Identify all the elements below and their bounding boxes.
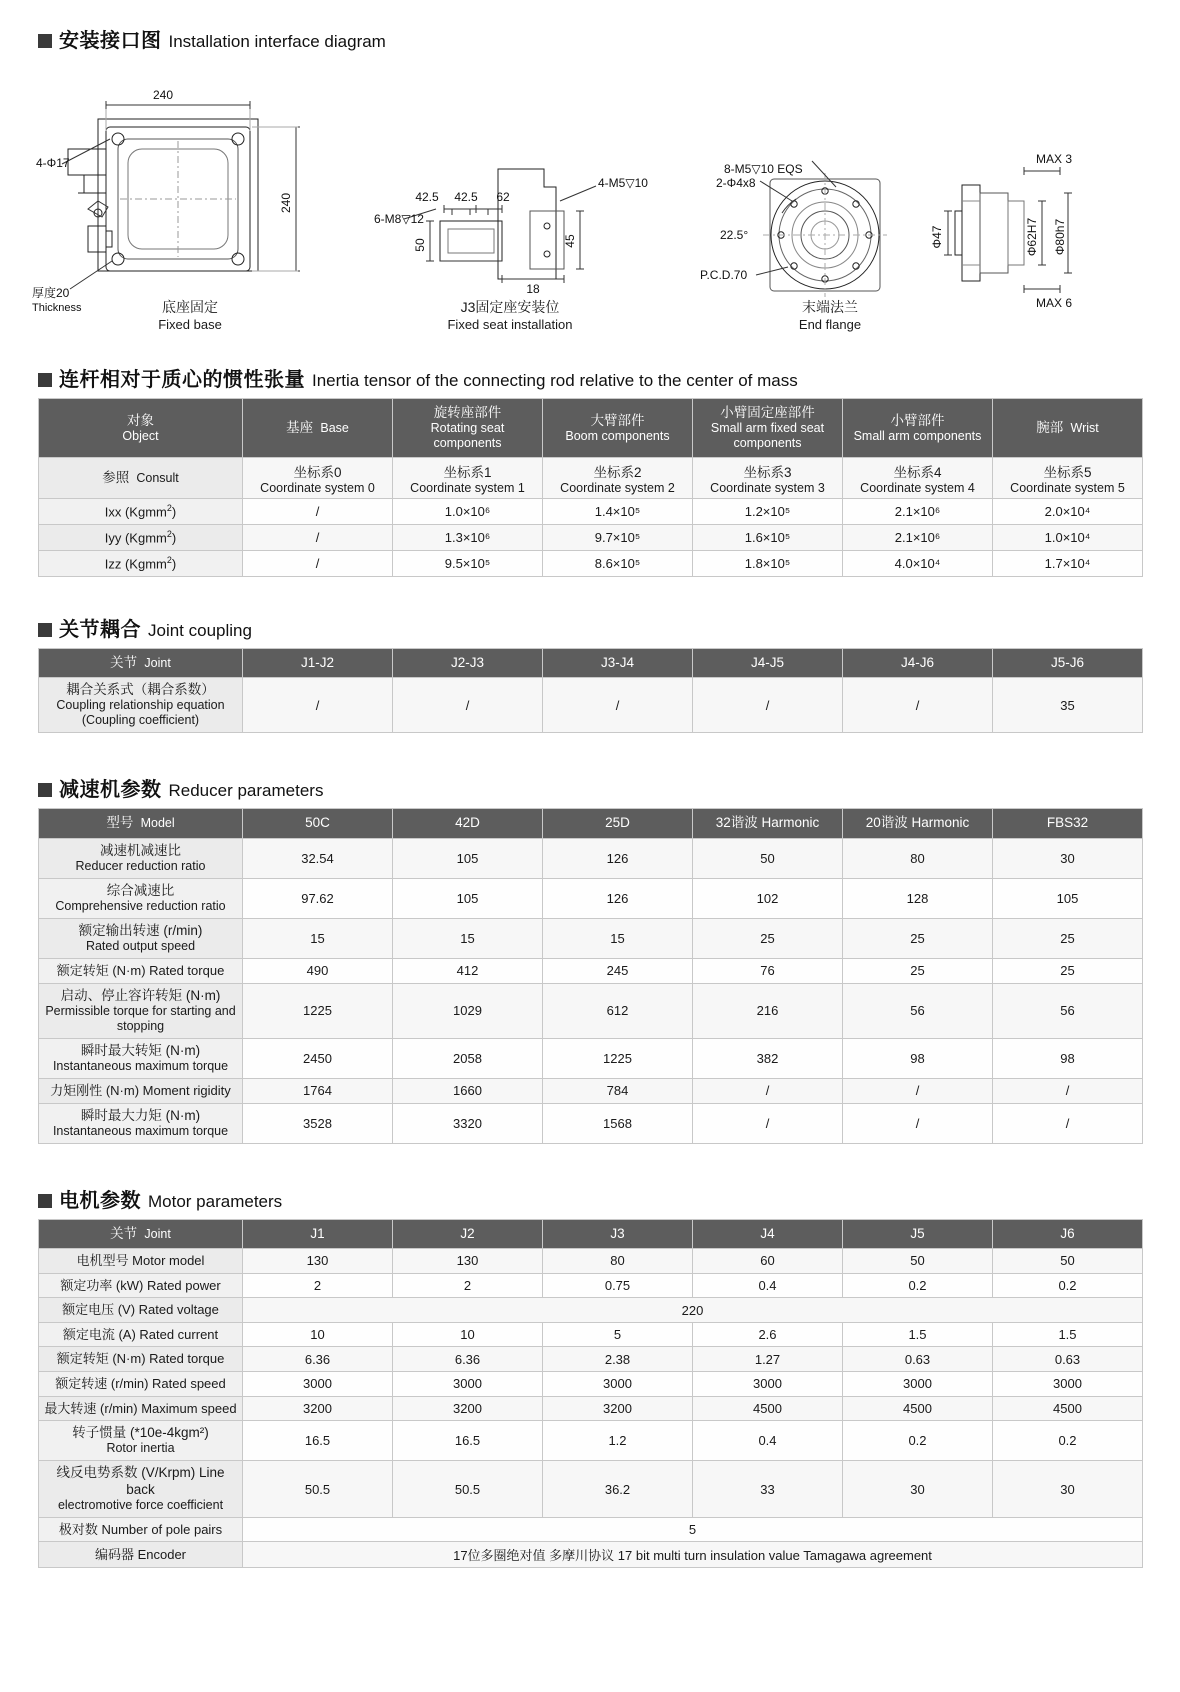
cell: 2450 (243, 1038, 393, 1078)
cell: 30 (993, 1461, 1143, 1517)
row-label: 力矩刚性 (N·m) Moment rigidity (39, 1079, 243, 1104)
row-label: 线反电势系数 (V/Krpm) Line back electromotive force coefficient (39, 1461, 243, 1517)
cell: 2.0×10⁴ (993, 499, 1143, 525)
col-j4: J4 (693, 1219, 843, 1248)
cell: 4500 (993, 1396, 1143, 1421)
cell: 0.2 (843, 1273, 993, 1298)
cell: 0.2 (993, 1273, 1143, 1298)
cell: 25 (693, 918, 843, 958)
col-joint: 关节 Joint (39, 1219, 243, 1248)
cell: 坐标系1 Coordinate system 1 (393, 458, 543, 499)
cell: 9.5×10⁵ (393, 551, 543, 577)
cell: 32.54 (243, 838, 393, 878)
caption-en: Fixed seat installation (447, 316, 573, 332)
col-small-arm-fixed-seat: 小臂固定座部件 Small arm fixed seat components (693, 399, 843, 458)
caption-cn: 末端法兰 (802, 299, 858, 315)
cell: 3000 (393, 1371, 543, 1396)
table-row (39, 838, 1143, 878)
reducer-table (38, 808, 1143, 1144)
col-wrist: 腕部 Wrist (993, 399, 1143, 458)
cell-span: 220 (243, 1298, 1143, 1323)
col-32-harmonic: 32谐波 Harmonic (693, 809, 843, 838)
cell: 15 (543, 918, 693, 958)
cell: 1568 (543, 1103, 693, 1143)
cell: 0.2 (993, 1421, 1143, 1461)
cell: 98 (843, 1038, 993, 1078)
cell: 坐标系2 Coordinate system 2 (543, 458, 693, 499)
cell: 1.7×10⁴ (993, 551, 1143, 577)
cell: 0.4 (693, 1273, 843, 1298)
section-title-cn: 减速机参数 (59, 779, 162, 802)
col-j4-j6: J4-J6 (843, 648, 993, 677)
section-heading-reducer (38, 773, 1180, 802)
cell: 15 (243, 918, 393, 958)
col-20-harmonic: 20谐波 Harmonic (843, 809, 993, 838)
cell: 1.8×10⁵ (693, 551, 843, 577)
label-side-max6: MAX 6 (1036, 296, 1073, 310)
cell: 3200 (393, 1396, 543, 1421)
joint-coupling-table (38, 648, 1143, 733)
table-row (39, 1249, 1143, 1274)
col-j2: J2 (393, 1219, 543, 1248)
row-label: 瞬时最大力矩 (N·m) Instantaneous maximum torque (39, 1103, 243, 1143)
table-row (39, 1396, 1143, 1421)
cell: / (843, 1103, 993, 1143)
inertia-table (38, 398, 1143, 577)
cell: 坐标系5 Coordinate system 5 (993, 458, 1143, 499)
col-j5-j6: J5-J6 (993, 648, 1143, 677)
cell: 1.2 (543, 1421, 693, 1461)
table-row-voltage (39, 1298, 1143, 1323)
cell: 4500 (843, 1396, 993, 1421)
section-title-en: Joint coupling (148, 620, 252, 640)
label-thickness-en: Thickness (32, 302, 82, 314)
section-heading-joint (38, 613, 1180, 642)
table-row (39, 1103, 1143, 1143)
cell: / (543, 678, 693, 733)
cell: 50 (843, 1249, 993, 1274)
cell: 612 (543, 983, 693, 1038)
table-row (39, 1273, 1143, 1298)
cell: / (243, 499, 393, 525)
cell: 1.4×10⁵ (543, 499, 693, 525)
cell: 98 (993, 1038, 1143, 1078)
motor-table (38, 1219, 1143, 1569)
cell: 3320 (393, 1103, 543, 1143)
section-title-en: Reducer parameters (168, 781, 324, 801)
table-row (39, 1371, 1143, 1396)
row-label: 额定电压 (V) Rated voltage (39, 1298, 243, 1323)
table-row (39, 878, 1143, 918)
cell: 3000 (243, 1371, 393, 1396)
cell: 1.5 (993, 1322, 1143, 1347)
table-row (39, 1322, 1143, 1347)
cell: 105 (993, 878, 1143, 918)
cell: / (693, 1079, 843, 1104)
table-row (39, 1038, 1143, 1078)
section-heading-install (38, 24, 1180, 53)
col-j2-j3: J2-J3 (393, 648, 543, 677)
label-flange-pcd: P.C.D.70 (700, 268, 748, 282)
cell: 490 (243, 959, 393, 984)
table-header-row (39, 648, 1143, 677)
table-row (39, 1421, 1143, 1461)
cell: 2.38 (543, 1347, 693, 1372)
row-label: 综合减速比 Comprehensive reduction ratio (39, 878, 243, 918)
cell: 245 (543, 959, 693, 984)
section-title-en: Inertia tensor of the connecting rod relative to the center of mass (312, 371, 798, 390)
cell: 坐标系0 Coordinate system 0 (243, 458, 393, 499)
cell: 16.5 (243, 1421, 393, 1461)
cell: 4.0×10⁴ (843, 551, 993, 577)
row-label: 转子惯量 (*10e-4kgm²) Rotor inertia (39, 1421, 243, 1461)
table-row-ixx (39, 499, 1143, 525)
cell: 0.75 (543, 1273, 693, 1298)
col-fbs32: FBS32 (993, 809, 1143, 838)
section-title-cn: 安装接口图 (59, 30, 162, 52)
cell: 2 (243, 1273, 393, 1298)
row-label: Izz (Kgmm$^2$) (39, 551, 243, 577)
cell: 50.5 (243, 1461, 393, 1517)
section-heading-inertia (38, 363, 1180, 392)
cell: 坐标系4 Coordinate system 4 (843, 458, 993, 499)
cell: 9.7×10⁵ (543, 525, 693, 551)
section-heading-motor (38, 1184, 1180, 1213)
row-label: 额定输出转速 (r/min) Rated output speed (39, 918, 243, 958)
cell-span: 5 (243, 1517, 1143, 1542)
cell: 784 (543, 1079, 693, 1104)
col-j1-j2: J1-J2 (243, 648, 393, 677)
col-j5: J5 (843, 1219, 993, 1248)
col-j1: J1 (243, 1219, 393, 1248)
row-label: 额定电流 (A) Rated current (39, 1322, 243, 1347)
caption-en: End flange (798, 316, 862, 332)
cell: 50 (693, 838, 843, 878)
cell: / (243, 525, 393, 551)
label-side-d47: Φ47 (930, 225, 944, 249)
label-base-width: 240 (152, 88, 174, 102)
col-j4-j5: J4-J5 (693, 648, 843, 677)
section-title-cn: 连杆相对于质心的惯性张量 (59, 369, 305, 391)
col-object: 对象 Object (39, 399, 243, 458)
table-row-consult (39, 458, 1143, 499)
cell: 130 (393, 1249, 543, 1274)
cell: / (693, 678, 843, 733)
section-title-en: Installation interface diagram (168, 32, 386, 51)
col-j3: J3 (543, 1219, 693, 1248)
table-row-coupling (39, 678, 1143, 733)
cell: / (993, 1079, 1143, 1104)
cell: 25 (843, 959, 993, 984)
label-flange-angle: 22.5° (720, 228, 749, 242)
cell: 1029 (393, 983, 543, 1038)
cell: 1.2×10⁵ (693, 499, 843, 525)
bullet-square-icon (38, 373, 52, 387)
cell: 80 (543, 1249, 693, 1274)
cell: 60 (693, 1249, 843, 1274)
cell: 105 (393, 878, 543, 918)
cell: 1.5 (843, 1322, 993, 1347)
cell: 0.4 (693, 1421, 843, 1461)
table-header-row (39, 1219, 1143, 1248)
table-row (39, 983, 1143, 1038)
col-42d: 42D (393, 809, 543, 838)
label-seat-holes: 6-M8▽12 (374, 212, 424, 226)
cell: 2 (393, 1273, 543, 1298)
cell: / (393, 678, 543, 733)
cell: 36.2 (543, 1461, 693, 1517)
cell: 3200 (543, 1396, 693, 1421)
cell: 3000 (843, 1371, 993, 1396)
label-seat-dim4: 50 (413, 238, 427, 252)
cell: 25 (993, 959, 1143, 984)
cell: / (843, 678, 993, 733)
table-header-row (39, 399, 1143, 458)
cell: 126 (543, 838, 693, 878)
cell: 1225 (543, 1038, 693, 1078)
bullet-square-icon (38, 1194, 52, 1208)
installation-diagram (0, 61, 1180, 332)
cell: 3000 (693, 1371, 843, 1396)
label-flange-pin: 2-Φ4x8 (716, 176, 756, 190)
cell: 25 (843, 918, 993, 958)
cell: 2.6 (693, 1322, 843, 1347)
cell: 30 (993, 838, 1143, 878)
cell: 6.36 (243, 1347, 393, 1372)
cell: 105 (393, 838, 543, 878)
cell: 25 (993, 918, 1143, 958)
cell: 56 (843, 983, 993, 1038)
cell: 3200 (243, 1396, 393, 1421)
label-base-height: 240 (279, 192, 293, 214)
row-label: 额定转矩 (N·m) Rated torque (39, 959, 243, 984)
cell: 3528 (243, 1103, 393, 1143)
cell: 126 (543, 878, 693, 918)
cell: 412 (393, 959, 543, 984)
col-j3-j4: J3-J4 (543, 648, 693, 677)
table-row-izz (39, 551, 1143, 577)
cell: 6.36 (393, 1347, 543, 1372)
table-row (39, 918, 1143, 958)
cell: 1660 (393, 1079, 543, 1104)
cell: 35 (993, 678, 1143, 733)
row-label: 极对数 Number of pole pairs (39, 1517, 243, 1542)
cell: 382 (693, 1038, 843, 1078)
col-rotating-seat: 旋转座部件 Rotating seat components (393, 399, 543, 458)
cell: 1.27 (693, 1347, 843, 1372)
cell: / (993, 1103, 1143, 1143)
caption-fixed-base (110, 299, 270, 333)
label-seat-holes2: 4-M5▽10 (598, 176, 648, 190)
cell: 1225 (243, 983, 393, 1038)
caption-en: Fixed base (158, 316, 222, 332)
cell: 1.0×10⁶ (393, 499, 543, 525)
cell: 50.5 (393, 1461, 543, 1517)
row-label: 编码器 Encoder (39, 1542, 243, 1568)
table-header-row (39, 809, 1143, 838)
row-label: 额定转矩 (N·m) Rated torque (39, 1347, 243, 1372)
col-j6: J6 (993, 1219, 1143, 1248)
caption-cn: J3固定座安装位 (460, 299, 560, 315)
label-seat-dim3: 62 (496, 190, 510, 204)
cell: 10 (393, 1322, 543, 1347)
label-seat-dim2: 42.5 (454, 190, 478, 204)
cell: 3000 (543, 1371, 693, 1396)
label-flange-holes: 8-M5▽10 EQS (724, 162, 803, 176)
cell: 坐标系3 Coordinate system 3 (693, 458, 843, 499)
col-joint: 关节 Joint (39, 648, 243, 677)
label-side-max3: MAX 3 (1036, 152, 1073, 166)
col-small-arm: 小臂部件 Small arm components (843, 399, 993, 458)
label-thickness-cn: 厚度20 (32, 286, 70, 300)
cell: 216 (693, 983, 843, 1038)
cell: 0.2 (843, 1421, 993, 1461)
cell: 4500 (693, 1396, 843, 1421)
cell: / (693, 1103, 843, 1143)
cell: 1.6×10⁵ (693, 525, 843, 551)
col-25d: 25D (543, 809, 693, 838)
cell: 10 (243, 1322, 393, 1347)
row-label: 减速机减速比 Reducer reduction ratio (39, 838, 243, 878)
bullet-square-icon (38, 623, 52, 637)
table-row-iyy (39, 525, 1143, 551)
bullet-square-icon (38, 783, 52, 797)
cell: 0.63 (993, 1347, 1143, 1372)
label-side-d80: Φ80h7 (1053, 218, 1067, 256)
row-label: Ixx (Kgmm$^2$) (39, 499, 243, 525)
datasheet-page (0, 24, 1180, 1692)
cell: 1.3×10⁶ (393, 525, 543, 551)
col-boom: 大臂部件 Boom components (543, 399, 693, 458)
cell: 15 (393, 918, 543, 958)
cell: 2.1×10⁶ (843, 525, 993, 551)
col-model: 型号 Model (39, 809, 243, 838)
cell: 30 (843, 1461, 993, 1517)
cell: 0.63 (843, 1347, 993, 1372)
row-label: 耦合关系式（耦合系数） Coupling relationship equation (Coupling coefficient) (39, 678, 243, 733)
cell: 1.0×10⁴ (993, 525, 1143, 551)
label-seat-dim5: 45 (563, 234, 577, 248)
label-base-holes: 4-Φ17 (36, 156, 70, 170)
cell: 2.1×10⁶ (843, 499, 993, 525)
cell: 130 (243, 1249, 393, 1274)
cell: 8.6×10⁵ (543, 551, 693, 577)
cell: 97.62 (243, 878, 393, 918)
table-row (39, 1347, 1143, 1372)
row-label: 额定功率 (kW) Rated power (39, 1273, 243, 1298)
row-label: 最大转速 (r/min) Maximum speed (39, 1396, 243, 1421)
table-row (39, 959, 1143, 984)
row-label: 额定转速 (r/min) Rated speed (39, 1371, 243, 1396)
section-title-cn: 关节耦合 (59, 618, 141, 641)
cell: 1764 (243, 1079, 393, 1104)
cell: 80 (843, 838, 993, 878)
cell: 102 (693, 878, 843, 918)
cell: 5 (543, 1322, 693, 1347)
row-label: 参照 Consult (39, 458, 243, 499)
row-label: 电机型号 Motor model (39, 1249, 243, 1274)
table-row (39, 1461, 1143, 1517)
section-title-cn: 电机参数 (59, 1189, 141, 1212)
cell: 76 (693, 959, 843, 984)
label-seat-dim6: 18 (526, 282, 540, 296)
caption-fixed-seat (400, 299, 620, 333)
cell: 56 (993, 983, 1143, 1038)
row-label: Iyy (Kgmm$^2$) (39, 525, 243, 551)
col-50c: 50C (243, 809, 393, 838)
cell-span: 17位多圈绝对值 多摩川协议 17 bit multi turn insulation value Tamagawa agreement (243, 1542, 1143, 1568)
caption-end-flange (750, 299, 910, 333)
cell: / (843, 1079, 993, 1104)
table-row-pole-pairs (39, 1517, 1143, 1542)
label-seat-dim1: 42.5 (415, 190, 439, 204)
cell: 3000 (993, 1371, 1143, 1396)
cell: 33 (693, 1461, 843, 1517)
cell: 128 (843, 878, 993, 918)
cell: 16.5 (393, 1421, 543, 1461)
row-label: 启动、停止容许转矩 (N·m) Permissible torque for starting and stopping (39, 983, 243, 1038)
cell: / (243, 551, 393, 577)
table-row (39, 1079, 1143, 1104)
bullet-square-icon (38, 34, 52, 48)
section-title-en: Motor parameters (148, 1191, 283, 1211)
cell: 2058 (393, 1038, 543, 1078)
caption-cn: 底座固定 (162, 299, 218, 315)
cell: 50 (993, 1249, 1143, 1274)
label-side-d62: Φ62H7 (1025, 217, 1039, 257)
cell: / (243, 678, 393, 733)
col-base: 基座 Base (243, 399, 393, 458)
row-label: 瞬时最大转矩 (N·m) Instantaneous maximum torque (39, 1038, 243, 1078)
table-row-encoder (39, 1542, 1143, 1568)
